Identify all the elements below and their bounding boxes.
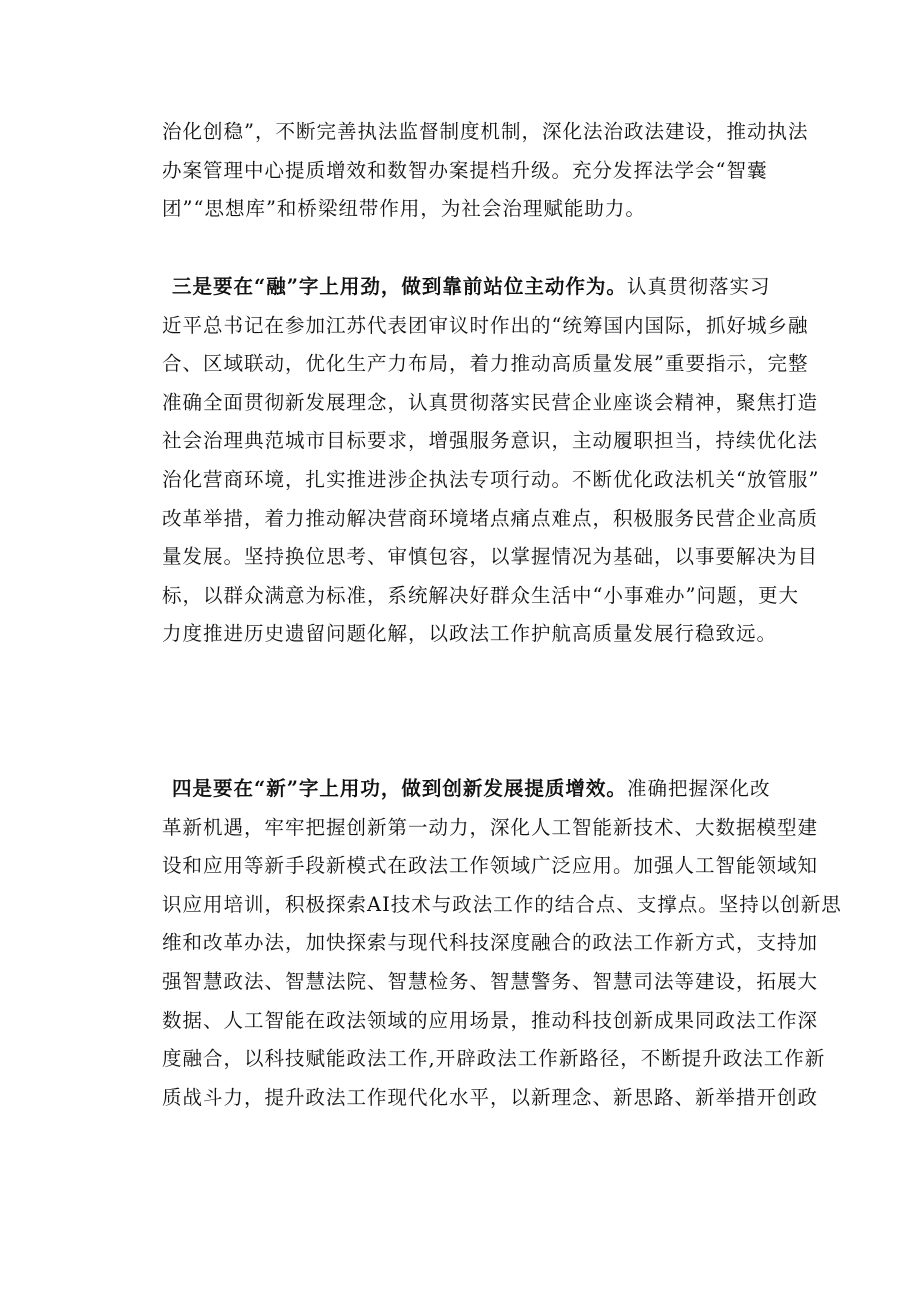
paragraph-first-line [172,268,812,307]
text-line: 办案管理中心提质增效和数智办案提档升级。充分发挥法学会“智囊 [162,158,768,182]
text-line: 革新机遇，牢牢把握创新第一动力，深化人工智能新技术、大数据模型建 [162,815,819,839]
text-line: 强智慧政法、智慧法院、智慧检务、智慧警务、智慧司法等建设，拓展大 [162,969,819,993]
paragraph-lead-text: 准确把握深化改 [626,777,771,800]
paragraph-first-line [172,770,812,809]
paragraph-xin [162,770,842,1117]
text-line: 团”“思想库”和桥梁纽带作用，为社会治理赋能助力。 [162,197,646,221]
text-line: 维和改革办法，加快探索与现代科技深度融合的政法工作新方式，支持加 [162,931,819,955]
text-line: 社会治理典范城市目标要求，增强服务意识，主动履职担当，持续优化法 [162,429,819,453]
text-line: 质战斗力，提升政法工作现代化水平，以新理念、新思路、新举措开创政 [162,1085,819,1109]
text-line: 标，以群众满意为标准，系统解决好群众生活中“小事难办”问题，更大 [162,583,799,607]
text-line: 设和应用等新手段新模式在政法工作领域广泛应用。加强人工智能领域知 [162,854,819,878]
text-line: 治化创稳”，不断完善执法监督制度机制，深化法治政法建设，推动执法 [162,120,809,143]
paragraph-lead-text: 认真贯彻落实习 [626,275,771,298]
paragraph-heading: 三是要在“融”字上用劲，做到靠前站位主动作为。 [172,275,627,298]
text-line: 改革举措，着力推动解决营商环境堵点痛点难点，积极服务民营企业高质 [162,506,819,530]
paragraph-continuation [162,113,809,229]
text-line: 度融合，以科技赋能政法工作,开辟政法工作新路径，不断提升政法工作新 [162,1047,826,1071]
text-line: 力度推进历史遗留问题化解，以政法工作护航高质量发展行稳致远。 [162,622,778,646]
text-line: 合、区域联动，优化生产力布局，着力推动高质量发展”重要指示，完整 [162,352,809,376]
text-line: 数据、人工智能在政法领域的应用场景，推动科技创新成果同政法工作深 [162,1008,819,1032]
paragraph-rong [162,268,820,654]
text-line: 准确全面贯彻新发展理念，认真贯彻落实民营企业座谈会精神，聚焦打造 [162,390,819,414]
text-line: 识应用培训，积极探索AI技术与政法工作的结合点、支撑点。坚持以创新思 [162,892,842,916]
text-line: 近平总书记在参加江苏代表团审议时作出的“统筹国内国际，抓好城乡融 [162,313,809,337]
text-line: 治化营商环境，扎实推进涉企执法专项行动。不断优化政法机关“放管服” [162,467,820,491]
text-line: 量发展。坚持换位思考、审慎包容，以掌握情况为基础，以事要解决为目 [162,545,819,569]
paragraph-heading: 四是要在“新”字上用功，做到创新发展提质增效。 [172,777,627,800]
